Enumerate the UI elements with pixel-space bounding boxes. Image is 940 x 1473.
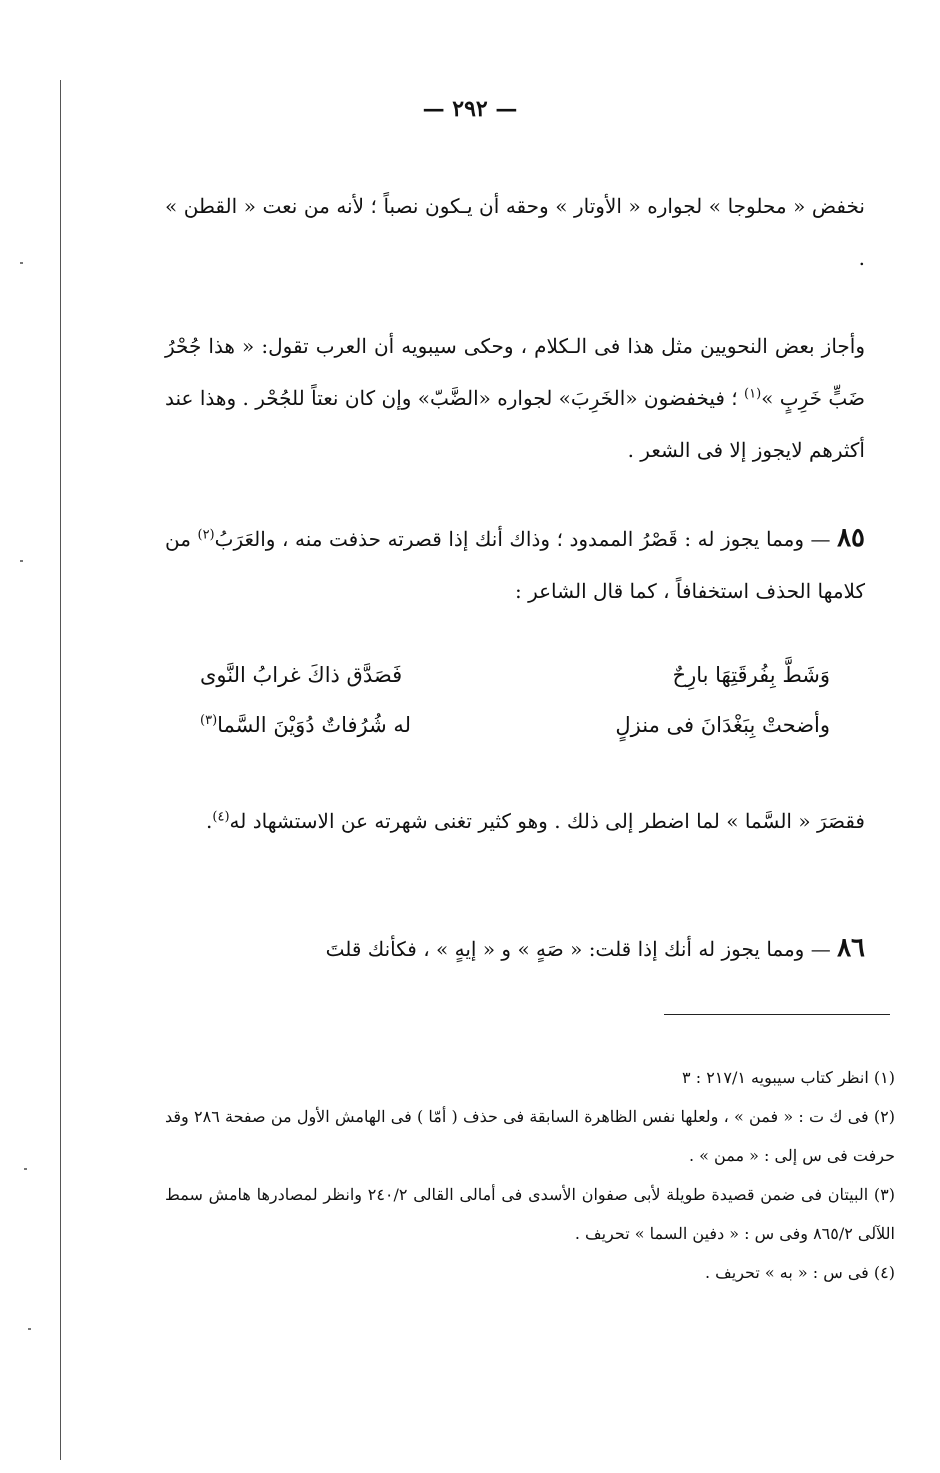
scan-speck [20,560,23,562]
paragraph-4 [165,795,865,847]
verse-line-1 [200,650,830,700]
section-number-85: ٨٥ [837,523,866,553]
paragraph-2-text-a: وأجاز بعض النحويين مثل هذا فى الـكلام ، وحكى سيبويه أن العرب تقول: « هذا جُحْرُ ضَبٍّ خَرِبٍ » [165,334,865,410]
footnote-2: (٢) فى ك ت : « فمن » ، ولعلها نفس الظاهرة السابقة فى حذف ( أمّا ) فى الهامش الأول من صفحة ٢٨٦ وقد حرفت فى س إلى : « ممن » . [165,1107,896,1165]
scan-speck [28,1328,31,1330]
footnote-1: (١) انظر كتاب سيبويه ٢١٧/١ : ٣ [682,1068,895,1087]
footnote-ref-3: (٣) [200,713,218,728]
page-number: — ٢٩٢ — [422,96,518,122]
footnotes [165,1058,895,1292]
paragraph-1-text: نخفض « محلوجا » لجواره « الأوتار » وحقه أن يـكون نصباً ؛ لأنه من نعت « القطن » . [165,194,865,270]
verse-1-first-hemistich: وَشَطَّ بِفُرقَتِهَا بارِحٌ [672,663,830,687]
scan-speck [20,262,23,264]
footnote-divider [664,1014,890,1015]
section-number-86: ٨٦ [837,933,865,963]
footnote-4: (٤) فى س : « به » تحريف . [705,1263,895,1282]
footnote-ref-4: (٤) [212,809,230,825]
paragraph-4-text-b: . [206,809,213,833]
scan-speck [24,1168,27,1170]
poem-verse [200,650,830,750]
paragraph-3-text-b: من كلامها الحذف استخفافاً ، كما قال الشاعر : [165,527,865,603]
left-margin-line [60,80,61,1460]
paragraph-3 [165,512,865,617]
footnote-ref-1: (١) [744,386,762,402]
verse-2-first-hemistich: وأضحتْ بِبَغْدَانَ فى منزلٍ [615,713,830,737]
paragraph-5-text: — ومما يجوز له أنك إذا قلت: « صَهٍ » و « إيهٍ » ، فكأنك قلتَ [325,937,838,961]
verse-1-second-hemistich: فَصَدَّق ذاكَ غرابُ النَّوى [200,663,403,687]
paragraph-3-text-a: — ومما يجوز له : قَصْرُ الممدود ؛ وذاك أنك إذا قصرته حذفت منه ، والعَرَبُ [214,527,838,551]
paragraph-5 [165,922,865,975]
footnote-ref-2: (٢) [197,527,215,543]
paragraph-2 [165,320,865,476]
paragraph-1 [165,180,865,284]
footnote-3: (٣) البيتان فى ضمن قصيدة طويلة لأبى صفوان الأسدى فى أمالى القالى ٢٤٠/٢ وانظر لمصادرها هامش سمط اللآلى ٨٦٥/٢ وفى س : « دفين السما » تحريف . [165,1185,895,1243]
verse-line-2 [200,700,830,750]
paragraph-4-text-a: فقصَرَ « السَّما » لما اضطر إلى ذلك . وهو كثير تغنى شهرته عن الاستشهاد له [229,809,865,833]
paragraph-2-text-b: ؛ فيخفضون «الخَرِبَ» لجواره «الضَّبّ» وإن كان نعتاً للجُحْر . وهذا عند أكثرهم لايجوز إلا فى الشعر . [165,386,865,462]
verse-2-second-hemistich: له شُرُفاتٌ دُوَيْنَ السَّما [217,713,412,737]
